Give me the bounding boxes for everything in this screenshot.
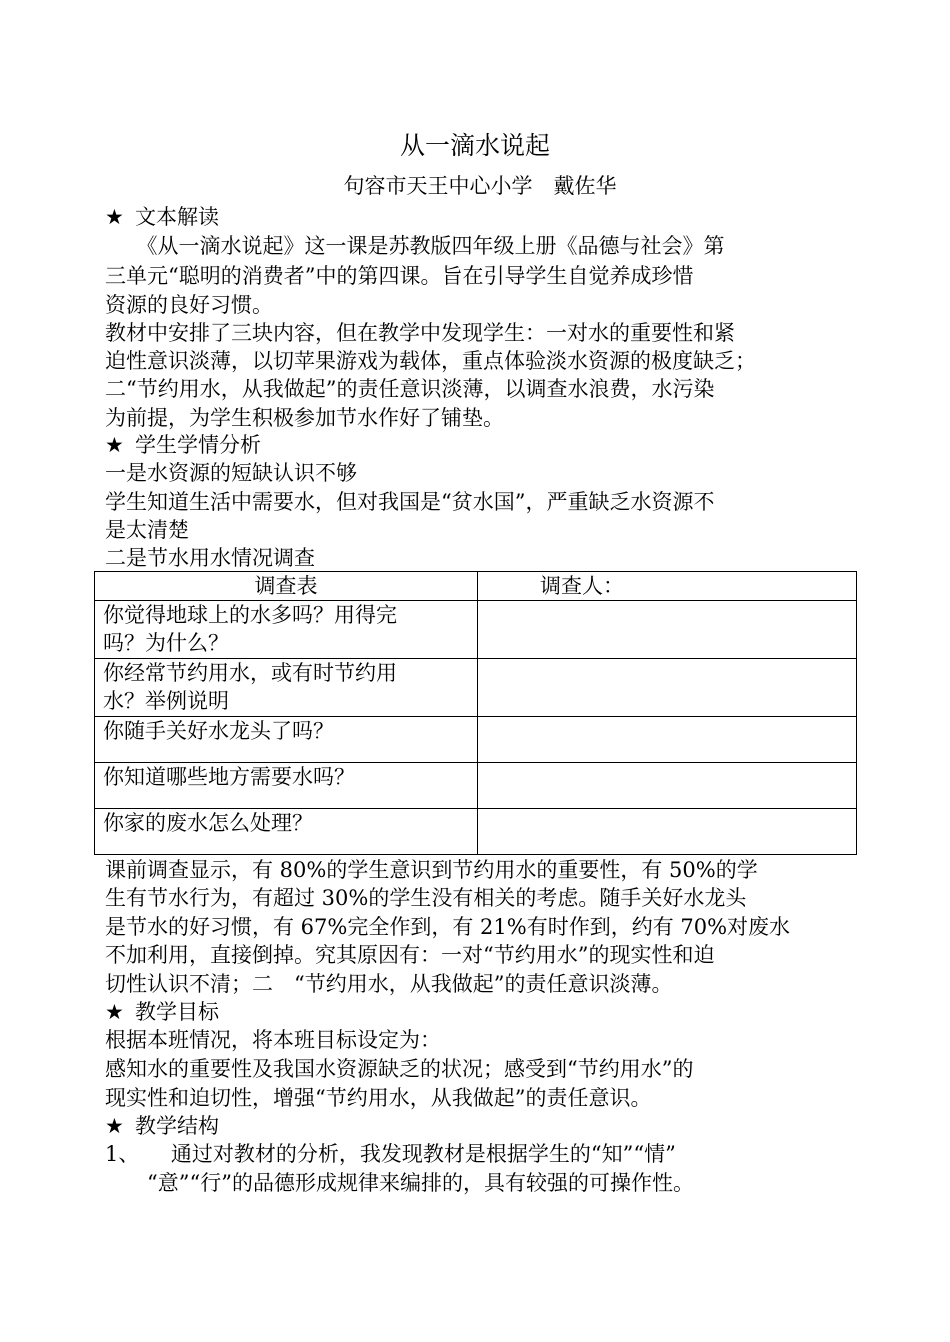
paragraph-line: 现实性和迫切性，增强“节约用水，从我做起”的责任意识。 [105,1086,652,1110]
section-heading-student-analysis: ★ 学生学情分析 [105,433,261,457]
paragraph-line: 切性认识不清；二 “节约用水，从我做起”的责任意识淡薄。 [105,972,673,996]
paragraph-line: 1、 通过对教材的分析，我发现教材是根据学生的“知”“情” [105,1142,676,1166]
answer-cell [478,809,857,855]
paragraph-line: 资源的良好习惯。 [105,293,273,317]
table-row [95,659,857,717]
paragraph-line: 不加利用，直接倒掉。究其原因有：一对“节约用水”的现实性和迫 [105,943,715,967]
paragraph-line: 是太清楚 [105,518,189,542]
table-row [95,809,857,855]
answer-cell [478,601,857,659]
paragraph-line: 根据本班情况，将本班目标设定为： [105,1028,441,1052]
paragraph-line: 感知水的重要性及我国水资源缺乏的状况；感受到“节约用水”的 [105,1057,694,1081]
survey-table [94,571,857,855]
paragraph-line: 生有节水行为，有超过 30%的学生没有相关的考虑。随手关好水龙头 [105,886,747,910]
paragraph-line: 课前调查显示，有 80%的学生意识到节约用水的重要性，有 50%的学 [105,858,758,882]
section-heading-teaching-goals: ★ 教学目标 [105,1000,219,1024]
paragraph-line: “意”“行”的品德形成规律来编排的，具有较强的可操作性。 [105,1171,694,1195]
table-row [95,763,857,809]
table-row [95,601,857,659]
paragraph-line: 二是节水用水情况调查 [105,546,315,570]
paragraph-line: 《从一滴水说起》这一课是苏教版四年级上册《品德与社会》第 [105,234,725,258]
paragraph-line: 迫性意识淡薄，以切苹果游戏为载体，重点体验淡水资源的极度缺乏； [105,349,756,373]
question-cell: 你知道哪些地方需要水吗？ [95,763,478,809]
section-heading-text-reading: ★ 文本解读 [105,205,219,229]
paragraph-line: 教材中安排了三块内容，但在教学中发现学生：一对水的重要性和紧 [105,321,735,345]
section-heading-teaching-structure: ★ 教学结构 [105,1114,219,1138]
star-icon: ★ [105,1114,124,1138]
table-row [95,717,857,763]
question-cell: 你觉得地球上的水多吗？用得完 吗？为什么？ [95,601,478,659]
author-line: 句容市天王中心小学 戴佐华 [343,174,617,198]
question-cell: 你随手关好水龙头了吗？ [95,717,478,763]
paragraph-line: 二“节约用水，从我做起”的责任意识淡薄，以调查水浪费，水污染 [105,377,715,401]
star-icon: ★ [105,1000,124,1024]
table-header-cell: 调查表 [95,572,478,601]
star-icon: ★ [105,205,124,229]
answer-cell [478,763,857,809]
answer-cell [478,717,857,763]
paragraph-line: 是节水的好习惯，有 67%完全作到，有 21%有时作到，约有 70%对废水 [105,915,791,939]
page-title: 从一滴水说起 [399,131,550,160]
question-cell: 你家的废水怎么处理？ [95,809,478,855]
paragraph-line: 学生知道生活中需要水，但对我国是“贫水国”，严重缺乏水资源不 [105,490,715,514]
star-icon: ★ [105,433,124,457]
answer-cell [478,659,857,717]
question-cell: 你经常节约用水，或有时节约用 水？举例说明 [95,659,478,717]
paragraph-line: 三单元“聪明的消费者”中的第四课。旨在引导学生自觉养成珍惜 [105,264,694,288]
paragraph-line: 为前提，为学生积极参加节水作好了铺垫。 [105,406,504,430]
table-header-row [95,572,857,601]
table-header-cell: 调查人： [478,572,857,601]
paragraph-line: 一是水资源的短缺认识不够 [105,461,357,485]
